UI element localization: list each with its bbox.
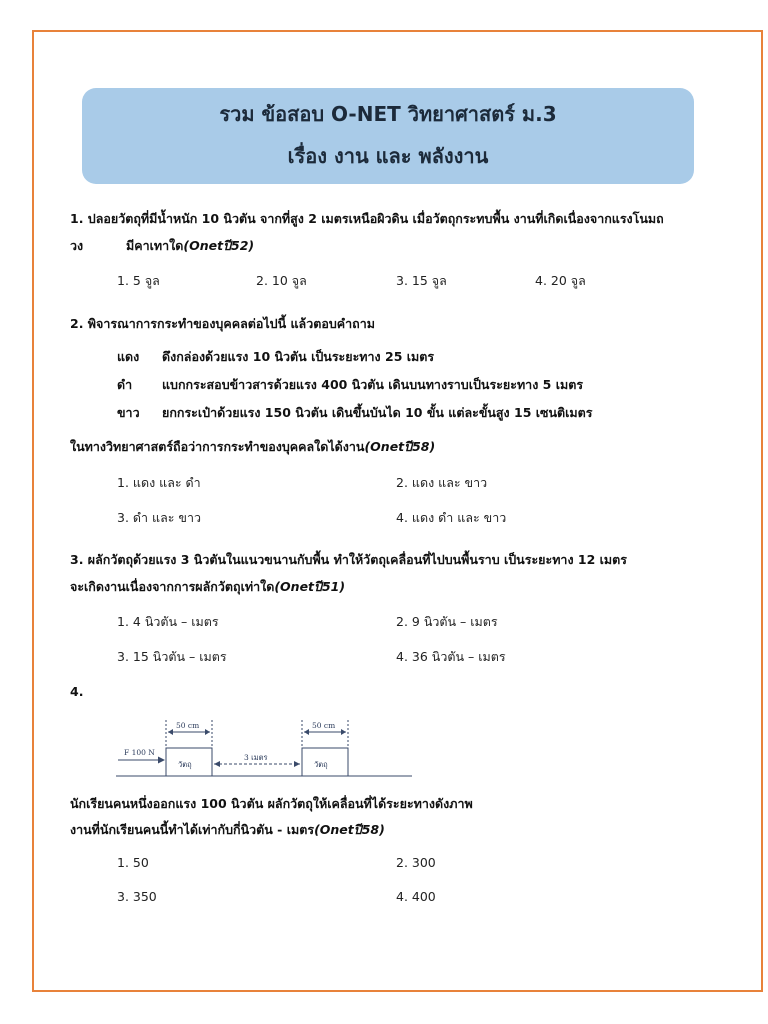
q4-option-2: 2. 300 [396, 855, 436, 870]
q3-option-4: 4. 36 นิวตัน – เมตร [396, 649, 506, 664]
q3-option-1: 1. 4 นิวตัน – เมตร [117, 614, 219, 629]
q4-option-4: 4. 400 [396, 889, 436, 904]
q4-number: 4. [70, 684, 84, 699]
distance-label: 3 เมตร [244, 753, 268, 762]
force-label: F 100 N [124, 748, 155, 757]
q3-option-2: 2. 9 นิวตัน – เมตร [396, 614, 498, 629]
q2-question: ในทางวิทยาศาสตร์ถือว่าการกระทำของบุคคลใดได้งาน(Onetปี58) [70, 439, 436, 454]
q3-line2: จะเกิดงานเนื่องจากการผลักวัตถุเท่าใด(Onetปี51) [70, 579, 346, 594]
q2-person-1-name: แดง [117, 349, 140, 364]
q4-option-3: 3. 350 [117, 889, 157, 904]
q2-intro: 2. พิจารณาการกระทำของบุคคลต่อไปนี้ แล้วตอบคำถาม [70, 316, 375, 331]
page-subtitle: เรื่อง งาน และ พลังงาน [287, 144, 489, 168]
q4-reference: (Onetปี58) [314, 822, 385, 837]
q2-person-2-name: ดำ [117, 377, 133, 392]
q1-line1: 1. ปลอยวัตถุที่มีน้ำหนัก 10 นิวตัน จากที่สูง 2 เมตรเหนือผิวดิน เมื่อวัตถุกระทบพื้น งานที่เกิดเนื่องจากแรงโนมถ [70, 211, 664, 226]
q2-person-3-name: ขาว [117, 405, 140, 420]
q2-reference: (Onetปี58) [364, 439, 436, 454]
page-title: รวม ข้อสอบ O-NET วิทยาศาสตร์ ม.3 [219, 102, 557, 126]
q1-option-3: 3. 15 จูล [396, 273, 447, 288]
q1-option-1: 1. 5 จูล [117, 273, 160, 288]
q1-option-4: 4. 20 จูล [535, 273, 586, 288]
push-diagram [116, 712, 412, 780]
q3-reference: (Onetปี51) [274, 579, 346, 594]
width-label-right: 50 cm [312, 721, 336, 730]
q4-line2: งานที่นักเรียนคนนี้ทำได้เท่ากับกี่นิวตัน - เมตร(Onetปี58) [70, 822, 385, 837]
q1-option-2: 2. 10 จูล [256, 273, 307, 288]
q1-line2-prefix: วง [70, 238, 84, 253]
q1-line2: มีคาเทาใด(Onetปี52) [126, 238, 255, 253]
q2-person-3-action: ยกกระเป๋าด้วยแรง 150 นิวตัน เดินขึ้นบันได 10 ขั้น แต่ละขั้นสูง 15 เซนติเมตร [162, 405, 593, 420]
title-banner [82, 88, 694, 184]
q2-person-2-action: แบกกระสอบข้าวสารด้วยแรง 400 นิวตัน เดินบนทางราบเป็นระยะทาง 5 เมตร [162, 377, 584, 392]
q3-line1: 3. ผลักวัตถุด้วยแรง 3 นิวตันในแนวขนานกับพื้น ทำให้วัตถุเคลื่อนที่ไปบนพื้นราบ เป็นระยะทาง 12 เมตร [70, 552, 628, 567]
q2-person-1-action: ดึงกล่องด้วยแรง 10 นิวตัน เป็นระยะทาง 25 เมตร [162, 349, 435, 364]
q1-reference: (Onetปี52) [183, 238, 255, 253]
q4-line1: นักเรียนคนหนึ่งออกแรง 100 นิวตัน ผลักวัตถุให้เคลื่อนที่ได้ระยะทางดังภาพ [70, 796, 473, 811]
q3-option-3: 3. 15 นิวตัน – เมตร [117, 649, 227, 664]
box-label-right: วัตถุ [314, 760, 328, 769]
q4-option-1: 1. 50 [117, 855, 149, 870]
q2-option-3: 3. ดำ และ ขาว [117, 510, 201, 525]
width-label-left: 50 cm [176, 721, 200, 730]
q2-option-2: 2. แดง และ ขาว [396, 475, 488, 490]
q2-option-4: 4. แดง ดำ และ ขาว [396, 510, 507, 525]
q2-option-1: 1. แดง และ ดำ [117, 475, 201, 490]
box-label-left: วัตถุ [178, 760, 192, 769]
